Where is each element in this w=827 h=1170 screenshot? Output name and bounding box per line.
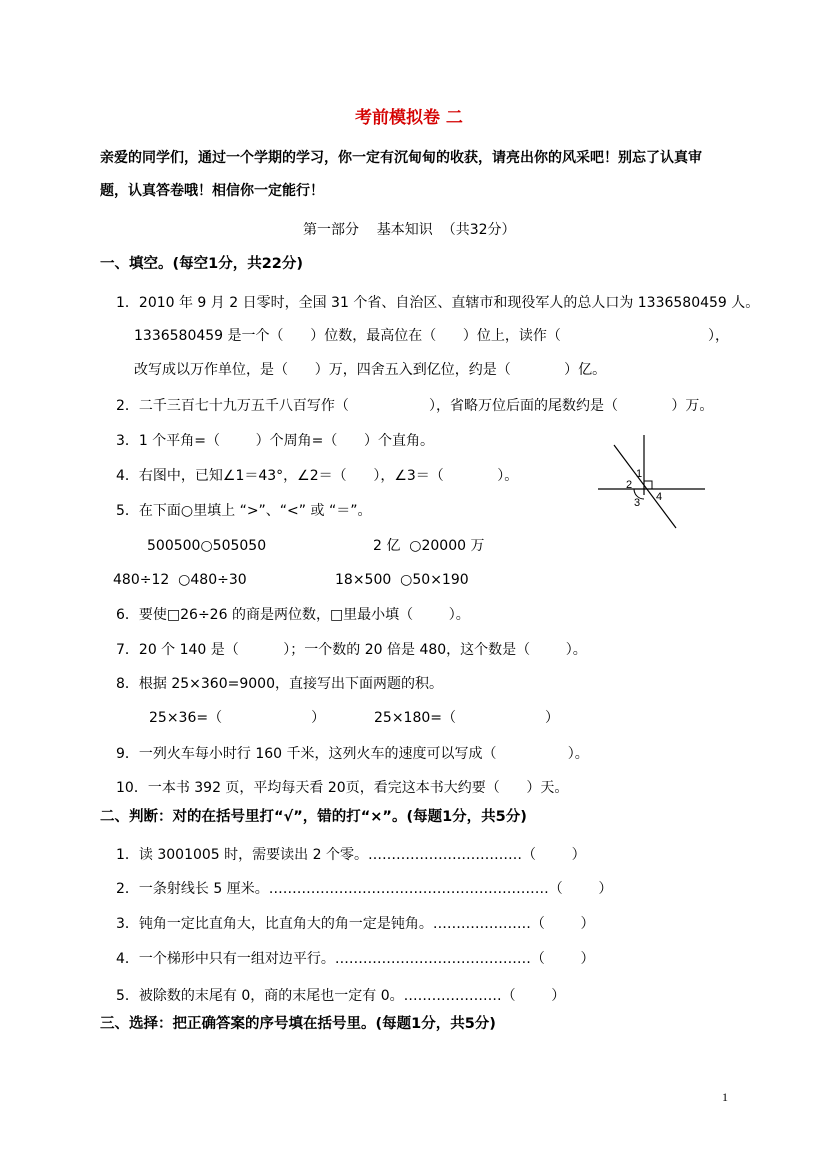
judgement-2: 2．一条射线长 5 厘米。……………………………………………………（ ） [116, 881, 613, 897]
judgement-4: 4．一个梯形中只有一组对边平行。……………………………………（ ） [116, 951, 595, 967]
judgement-3: 3．钝角一定比直角大，比直角大的角一定是钝角。…………………（ ） [116, 916, 595, 932]
section3-heading: 三、选择：把正确答案的序号填在括号里。(每题1分，共5分) [100, 1016, 496, 1032]
angle-label-4: 4 [656, 491, 663, 503]
question-5-item-c: 480÷12 ○480÷30 [113, 572, 247, 588]
judgement-5: 5．被除数的末尾有 0，商的末尾也一定有 0。…………………（ ） [116, 988, 566, 1004]
question-1-line-2-end: ）， [708, 328, 729, 344]
question-4: 4．右图中，已知∠1＝43°，∠2＝（ ），∠3＝（ ）。 [116, 468, 519, 484]
slant-line [614, 445, 676, 528]
question-5: 5．在下面○里填上 “>”、“<” 或 “＝”。 [116, 503, 372, 519]
part-heading: 第一部分 基本知识 （共32分） [303, 222, 516, 238]
question-9: 9．一列火车每小时行 160 千米，这列火车的速度可以写成（ ）。 [116, 746, 589, 762]
question-5-item-d: 18×500 ○50×190 [335, 572, 469, 588]
angle-label-1: 1 [636, 468, 643, 480]
intro-line-1: 亲爱的同学们，通过一个学期的学习，你一定有沉甸甸的收获，请亮出你的风采吧！别忘了认真审 [100, 150, 702, 166]
question-8-item-b: 25×180=（ ） [374, 710, 560, 726]
angle-label-2: 2 [626, 479, 633, 491]
exam-title: 考前模拟卷 二 [355, 108, 463, 128]
question-1-line-3: 改写成以万作单位，是（ ）万，四舍五入到亿位，约是（ ）亿。 [134, 362, 607, 378]
question-3: 3．1 个平角=（ ）个周角=（ ）个直角。 [116, 433, 435, 449]
section2-heading: 二、判断：对的在括号里打“√”，错的打“×”。(每题1分，共5分) [100, 809, 527, 825]
page-number: 1 [722, 1090, 728, 1104]
question-1-line-1: 1．2010 年 9 月 2 日零时，全国 31 个省、自治区、直辖市和现役军人的总人口为 1336580459 人。 [116, 295, 760, 311]
judgement-1: 1．读 3001005 时，需要读出 2 个零。……………………………（ ） [116, 847, 586, 863]
question-2: 2．二千三百七十九万五千八百写作（ ），省略万位后面的尾数约是（ ）万。 [116, 398, 714, 414]
question-6: 6．要使□26÷26 的商是两位数，□里最小填（ ）。 [116, 607, 470, 623]
question-7: 7．20 个 140 是（ ）；一个数的 20 倍是 480，这个数是（ ）。 [116, 642, 587, 658]
angle-figure [592, 433, 712, 533]
question-5-item-a: 500500○505050 [147, 538, 267, 554]
question-1-line-2: 1336580459 是一个（ ）位数，最高位在（ ）位上，读作（ [134, 328, 561, 344]
question-8-item-a: 25×36=（ ） [149, 710, 326, 726]
intro-line-2: 题，认真答卷哦！相信你一定能行！ [100, 183, 324, 199]
right-angle-mark [644, 481, 652, 489]
question-5-item-b: 2 亿 ○20000 万 [373, 538, 485, 554]
angle-label-3: 3 [634, 497, 641, 509]
question-8: 8．根据 25×360=9000，直接写出下面两题的积。 [116, 676, 443, 692]
section1-heading: 一、填空。(每空1分，共22分) [100, 256, 304, 272]
question-10: 10．一本书 392 页，平均每天看 20页，看完这本书大约要（ ）天。 [116, 780, 569, 796]
